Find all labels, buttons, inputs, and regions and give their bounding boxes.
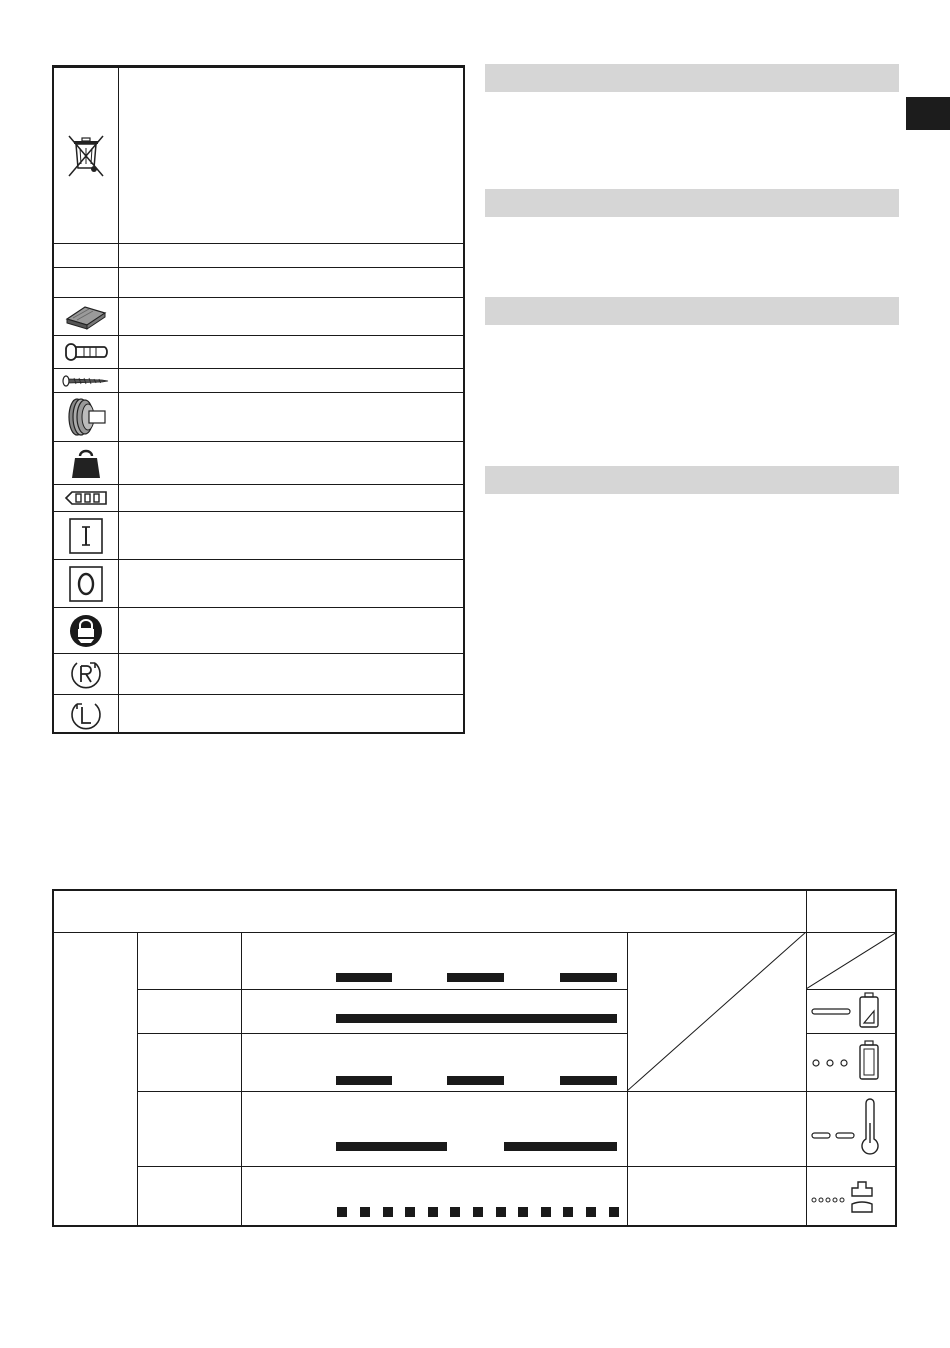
battery-level-icon: [54, 485, 118, 511]
language-tab: [906, 97, 950, 130]
switch-on-icon: [54, 512, 118, 559]
symbol-row: [54, 441, 463, 484]
section-heading-bar: [485, 297, 899, 325]
weight-icon: [54, 442, 118, 484]
section-heading-bar: [485, 64, 899, 92]
section-heading-bar: [485, 466, 899, 494]
symbol-description: [120, 369, 459, 392]
symbol-row: [54, 607, 463, 653]
row-divider: [806, 1033, 895, 1034]
symbols-table: [52, 65, 465, 734]
rotation-right-icon: [54, 654, 118, 694]
column-divider: [241, 932, 242, 1225]
lock-icon: [54, 608, 118, 653]
symbol-description: [120, 298, 459, 335]
row-divider: [137, 1033, 627, 1034]
row-divider: [137, 1166, 895, 1167]
section-heading: [485, 297, 899, 309]
symbol-row: [54, 484, 463, 511]
symbol-description: [120, 485, 459, 511]
thermometer-icon: [810, 1093, 894, 1164]
battery-low-icon: [810, 991, 894, 1031]
symbol-row: [54, 243, 463, 267]
overload-icon: [810, 1168, 894, 1226]
symbol-description: [120, 560, 459, 607]
section-heading-bar: [485, 189, 899, 217]
symbol-row: [54, 559, 463, 607]
wood-screw-icon: [54, 369, 118, 392]
symbol-description: [120, 695, 459, 734]
symbol-description: [120, 512, 459, 559]
crossed-out-wheeled-bin-icon: [54, 68, 118, 243]
symbol-description: [120, 654, 459, 694]
symbol-row: [54, 653, 463, 694]
symbol-row: [54, 392, 463, 441]
symbol-description: [120, 68, 459, 243]
symbol-description: [120, 608, 459, 653]
battery-pack-icon: [54, 298, 118, 335]
section-heading: [485, 189, 899, 201]
symbol-row: [54, 67, 463, 243]
row-divider: [806, 989, 895, 990]
symbol-description: [120, 244, 459, 267]
symbol-description: [120, 268, 459, 297]
section-heading: [485, 64, 899, 76]
row-divider: [137, 1091, 895, 1092]
symbol-row: [54, 511, 463, 559]
section-heading: [485, 466, 899, 478]
rotation-left-icon: [54, 695, 118, 734]
column-divider: [137, 932, 138, 1225]
bolt-with-washers-icon: [54, 393, 118, 441]
symbol-row: [54, 297, 463, 335]
row-divider: [137, 989, 627, 990]
not-applicable-diagonal: [806, 932, 897, 989]
symbol-description: [120, 336, 459, 368]
symbol-row: [54, 694, 463, 734]
symbol-row: [54, 267, 463, 297]
symbol-description: [120, 393, 459, 441]
battery-empty-icon: [810, 1035, 894, 1089]
switch-off-icon: [54, 560, 118, 607]
symbol-row: [54, 368, 463, 392]
indicator-table: [52, 889, 897, 1227]
symbol-description: [120, 442, 459, 484]
symbol-row: [54, 335, 463, 368]
not-applicable-diagonal: [627, 932, 806, 1091]
bolt-icon: [54, 336, 118, 368]
